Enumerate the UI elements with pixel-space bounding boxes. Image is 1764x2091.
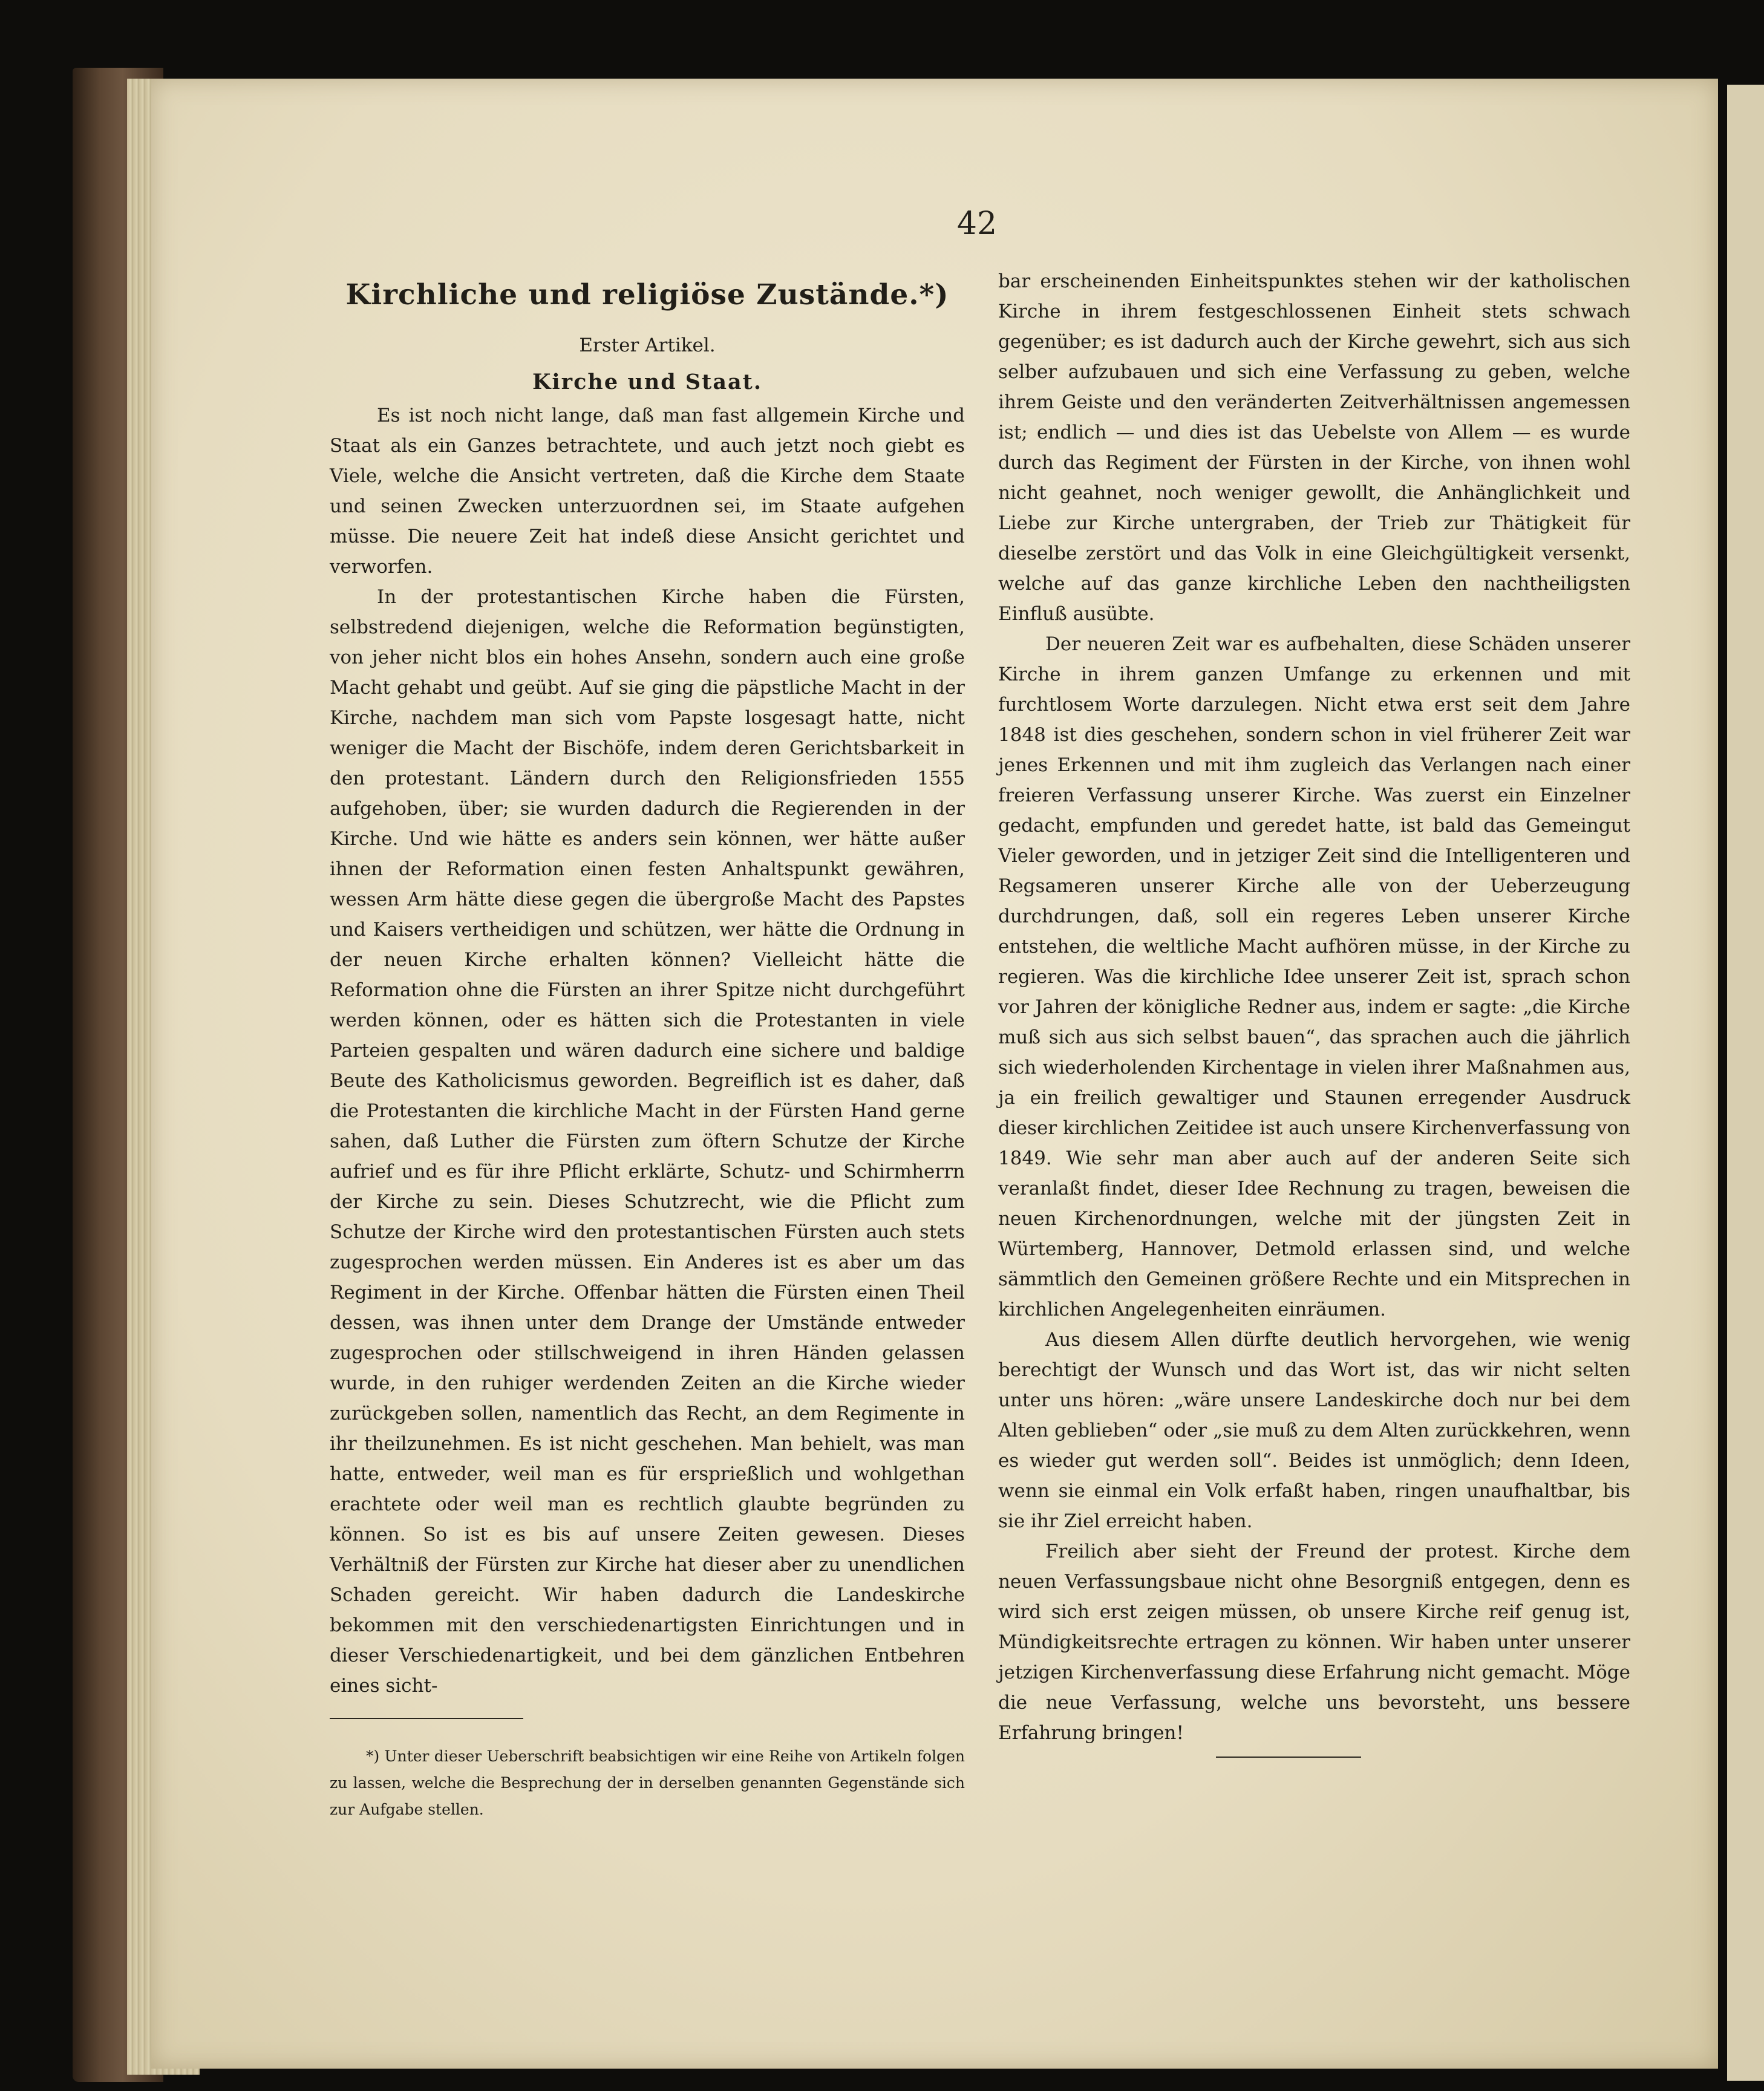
right-column <box>998 266 1630 1758</box>
end-divider <box>1216 1757 1361 1758</box>
page-number: 42 <box>956 206 998 242</box>
paragraph: Der neueren Zeit war es aufbehalten, diese Schäden unserer Kirche in ihrem ganzen Umfange zu erkennen und mit furchtlosem Worte darzulegen. Nicht etwa erst seit dem Jahre 1848 ist dies geschehen, sondern schon in viel früherer Zeit war jenes Erkennen und mit ihm zugleich das Verlangen nach einer freieren Verfassung unserer Kirche. Was zuerst ein Einzelner gedacht, empfunden und geredet hatte, ist bald das Gemeingut Vieler geworden, und in jetziger Zeit sind die Intelligenteren und Regsameren unserer Kirche alle von der Ueberzeugung durchdrungen, daß, soll ein regeres Leben unserer Kirche entstehen, die weltliche Macht aufhören müsse, in der Kirche zu regieren. Was die kirchliche Idee unserer Zeit ist, sprach schon vor Jahren der königliche Redner aus, indem er sagte: „die Kirche muß sich aus sich selbst bauen“, das sprachen auch die jährlich sich wiederholenden Kirchentage in vielen ihrer Maßnahmen aus, ja ein freilich gewaltiger und Staunen erregender Ausdruck dieser kirchlichen Zeitidee ist auch unsere Kirchenverfassung von 1849. Wie sehr man aber auch auf der anderen Seite sich veranlaßt findet, dieser Idee Rechnung zu tragen, beweisen die neuen Kirchenordnungen, welche mit der jüngsten Zeit in Würtemberg, Hannover, Detmold erlassen sind, und welche sämmtlich den Gemeinen größere Rechte und ein Mitsprechen in kirchlichen Angelegenheiten einräumen. <box>998 633 1630 1320</box>
article-subtitle: Erster Artikel. <box>579 334 716 356</box>
paragraph: Freilich aber sieht der Freund der protest. Kirche dem neuen Verfassungsbaue nicht ohne Besorgniß entgegen, denn es wird sich erst zeigen müssen, ob unsere Kirche reif genug ist, Mündigkeitsrechte ertragen zu können. Wir haben unter unserer jetzigen Kirchenverfassung diese Erfahrung nicht gemacht. Möge die neue Verfassung, welche uns bevorsteht, uns bessere Erfahrung bringen! <box>998 1541 1630 1744</box>
footnote-divider <box>330 1718 523 1719</box>
left-column <box>330 278 965 1823</box>
paragraph: In der protestantischen Kirche haben die Fürsten, selbstredend diejenigen, welche die Reformation begünstigten, von jeher nicht blos ein hohes Ansehn, sondern auch eine große Macht gehabt und geübt. Auf sie ging die päpstliche Macht in der Kirche, nachdem man sich vom Papste losgesagt hatte, nicht weniger die Macht der Bischöfe, indem deren Gerichtsbarkeit in den protestant. Ländern durch den Religionsfrieden 1555 aufgehoben, über; sie wurden dadurch die Regierenden in der Kirche. Und wie hätte es anders sein können, wer hätte außer ihnen der Reformation einen festen Anhaltspunkt gewähren, wessen Arm hätte diese gegen die übergroße Macht des Papstes und Kaisers vertheidigen und schützen, wer hätte die Ordnung in der neuen Kirche erhalten können? Vielleicht hätte die Reformation ohne die Fürsten an ihrer Spitze nicht durchgeführt werden können, oder es hätten sich die Protestanten in viele Parteien gespalten und wären dadurch eine sichere und baldige Beute des Katholicismus geworden. Begreiflich ist es daher, daß die Protestanten die kirchliche Macht in der Fürsten Hand gerne sahen, daß Luther die Fürsten zum öftern Schutze der Kirche aufrief und es für ihre Pflicht erklärte, Schutz- und Schirmherrn der Kirche zu sein. Dieses Schutzrecht, wie die Pflicht zum Schutze der Kirche wird den protestantischen Fürsten auch stets zugesprochen werden müssen. Ein Anderes ist es aber um das Regiment in der Kirche. Offenbar hätten die Fürsten einen Theil dessen, was ihnen unter dem Drange der Umstände entweder zugesprochen oder stillschweigend in ihren Händen gelassen wurde, in den ruhiger werdenden Zeiten an die Kirche wieder zurückgeben sollen, namentlich das Recht, an dem Regimente in ihr theilzunehmen. Es ist nicht geschehen. Man behielt, was man hatte, entweder, weil man es für ersprießlich und wohlgethan erachtete oder weil man es rechtlich glaubte begründen zu können. So ist es bis auf unsere Zeiten gewesen. Dieses Verhältniß der Fürsten zur Kirche hat dieser aber zu unendlichen Schaden gereicht. Wir haben dadurch die Landeskirche bekommen mit den verschiedenartigsten Einrichtungen und in dieser Verschiedenartigkeit, und bei dem gänzlichen Entbehren eines sicht- <box>330 586 965 1697</box>
paragraph: bar erscheinenden Einheitspunktes stehen wir der katholischen Kirche in ihrem festgeschlossenen Einheit stets schwach gegenüber; es ist dadurch auch der Kirche gewehrt, sich aus sich selber aufzubauen und sich eine Verfassung zu geben, welche ihrem Geiste und den veränderten Zeitverhältnissen angemessen ist; endlich — und dies ist das Uebelste von Allem — es wurde durch das Regiment der Fürsten in der Kirche, von ihnen wohl nicht geahnet, noch weniger gewollt, die Anhänglichkeit und Liebe zur Kirche untergraben, der Trieb zur Thätigkeit für dieselbe zerstört und das Volk in eine Gleichgültigkeit versenkt, welche auf das ganze kirchliche Leben den nachtheiligsten Einfluß ausübte. <box>998 270 1630 625</box>
footnote: *) Unter dieser Ueberschrift beabsichtigen wir eine Reihe von Artikeln folgen zu lassen, welche die Besprechung der in derselben genannten Gegenstände sich zur Aufgabe stellen. <box>330 1747 965 1818</box>
facing-page-edge <box>1727 85 1764 2081</box>
paragraph: Aus diesem Allen dürfte deutlich hervorgehen, wie wenig berechtigt der Wunsch und das Wort ist, das wir nicht selten unter uns hören: „wäre unsere Landeskirche doch nur bei dem Alten geblieben“ oder „sie muß zu dem Alten zurückkehren, wenn es wieder gut werden soll“. Beides ist unmöglich; denn Ideen, wenn sie einmal ein Volk erfaßt haben, ringen unaufhaltbar, bis sie ihr Ziel erreicht haben. <box>998 1329 1630 1532</box>
article-title: Kirchliche und religiöse Zustände.*) <box>345 278 949 312</box>
section-heading: Kirche und Staat. <box>532 370 763 394</box>
paragraph: Es ist noch nicht lange, daß man fast allgemein Kirche und Staat als ein Ganzes betrachtete, und auch jetzt noch giebt es Viele, welche die Ansicht vertreten, daß die Kirche dem Staate und seinen Zwecken unterzuordnen sei, im Staate aufgehen müsse. Die neuere Zeit hat indeß diese Ansicht gerichtet und verworfen. <box>330 405 965 578</box>
